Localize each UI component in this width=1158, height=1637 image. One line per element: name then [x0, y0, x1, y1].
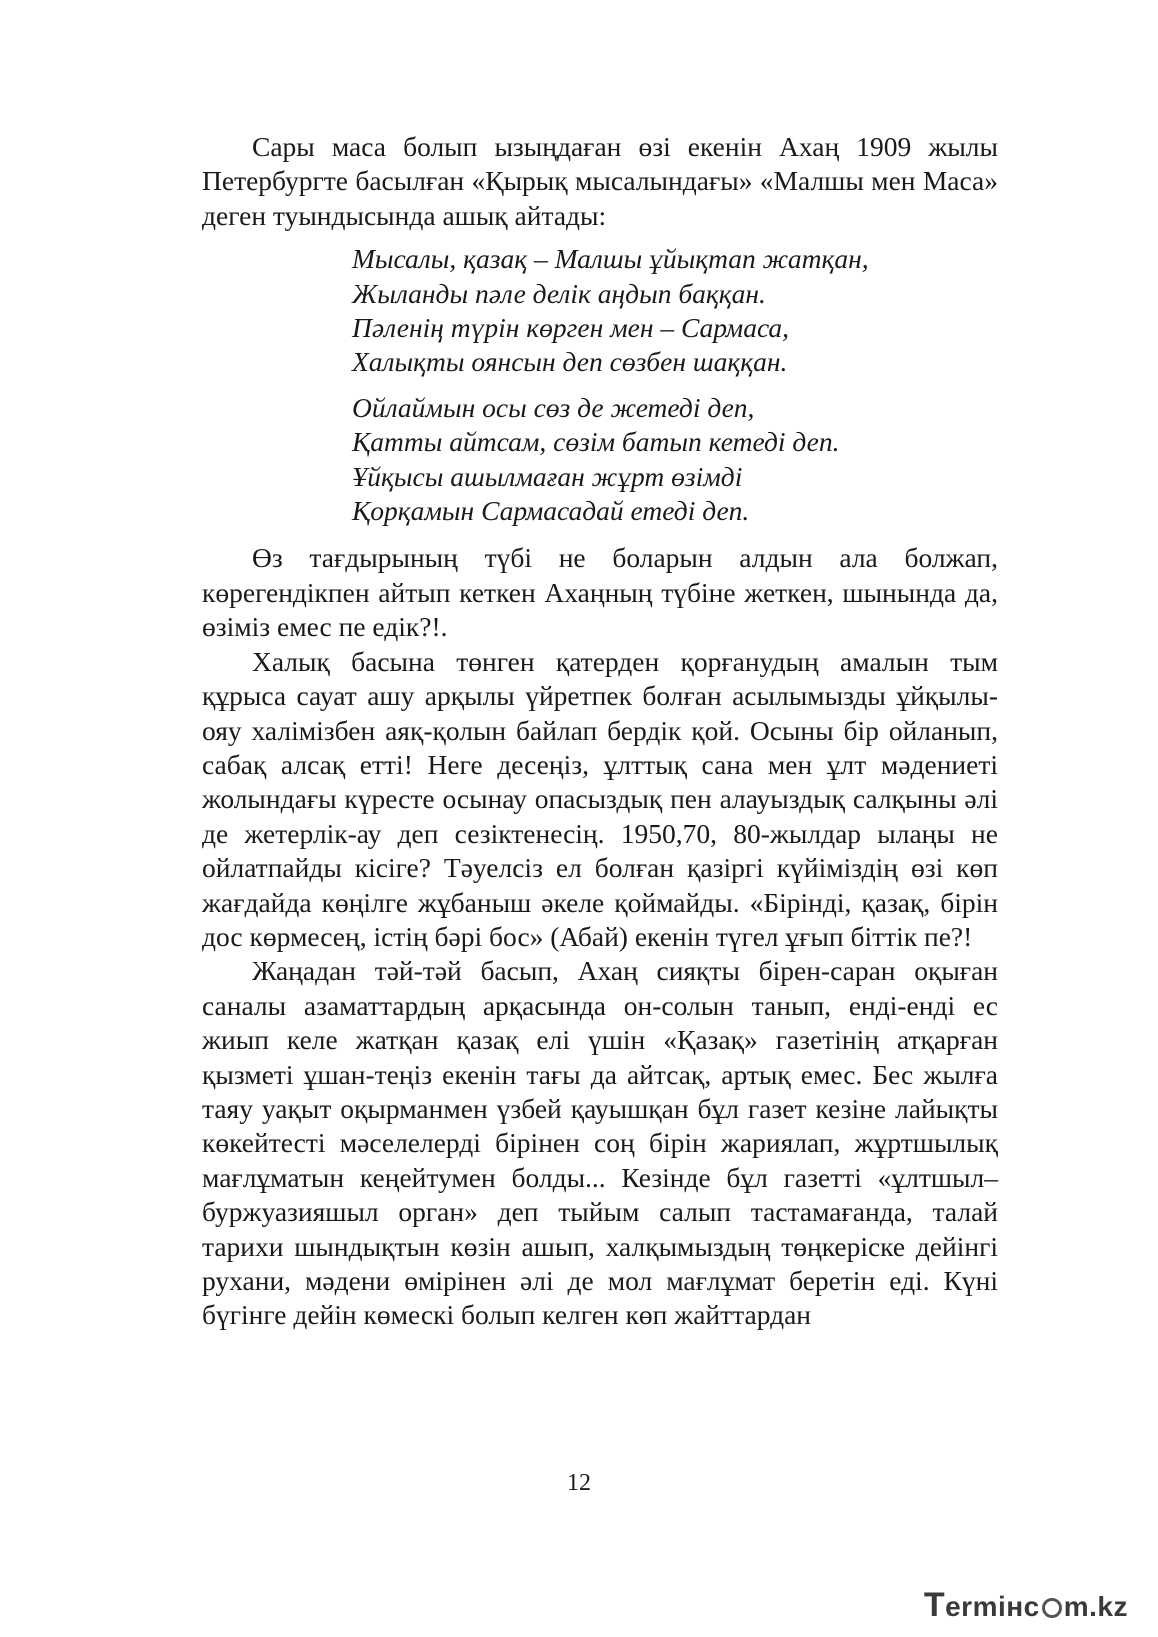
poem-line: Мысалы, қазақ – Малшы ұйықтап жатқан, [352, 243, 869, 275]
poem-line: Жыланды пәле делік аңдып баққан. [352, 277, 766, 309]
poem-line: Қорқамын Сармасадай етеді деп. [352, 495, 750, 527]
poem-line: Ұйқысы ашылмаған жұрт өзімді [352, 460, 743, 492]
page-content [202, 130, 998, 1333]
page-number: 12 [567, 1470, 591, 1496]
watermark-o-icon [1042, 1598, 1062, 1618]
poem-line: Халықты оянсын деп сөзбен шаққан. [352, 346, 788, 378]
poem-line: Ойлаймын осы сөз де жетеді деп, [352, 391, 755, 423]
paragraph: Өз тағдырының түбі не боларын алдын ала болжап, көрегендікпен айтып кеткен Ахаңның түбіне жеткен, шынында да, өзіміз емес пе едік?!. [202, 542, 998, 643]
watermark-initial: T [923, 1586, 946, 1624]
poem-line: Қатты айтсам, сөзім батып кетеді деп. [352, 426, 840, 458]
poem-line: Пәленің түрін көрген мен – Сармаса, [352, 312, 790, 344]
site-watermark-logo [924, 1586, 1128, 1625]
poem-stanza-1 [352, 242, 998, 380]
body-text [202, 541, 998, 1332]
paragraph: Жаңадан тәй-тәй басып, Ахаң сияқты бірен-саран оқыған саналы азаматтардың арқасында он-солын танып, енді-енді ес жиып келе жатқан қазақ елі үшін «Қазақ» газетінің атқарған қызметі ұшан-теңіз екенін тағы да айтсақ, артық емес. Бес жылға таяу уақыт оқырманмен үзбей қауышқан бұл газет кезіне лайықты көкейтесті мәселелерді бірінен соң бірін жариялап, жұртшылық мағлұматын кеңейтумен болды... Кезінде бұл газетті «ұлтшыл–буржуазияшыл орган» деп тыйым салып тастамағанда, талай тарихи шындықтын көзін ашып, халқымыздың төңкеріске дейінгі рухани, мәдени өмірінен әлі де мол мағлұмат беретін еді. Күні бүгінге дейін көмескі болып келген көп жайттардан [202, 955, 998, 1331]
paragraph: Халық басына төнген қатерден қорғанудың амалын тым құрыса сауат ашу арқылы үйретпек болған асылымызды ұйқылы-ояу халімізбен аяқ-қолын байлап бердік қой. Осыны бір ойланып, сабақ алсақ етті! Неге десеңіз, ұлттық сана мен ұлт мәдениеті жолындағы күресте осынау опасыздық пен алауыздық салқыны әлі де жетерлік-ау деп сезіктенесің. 1950,70, 80-жылдар ылаңы не ойлатпайды кісіге? Тәуелсіз ел болған қазіргі күйіміздің өзі көп жағдайда көңілге жұбаныш әкеле қоймайды. «Бірінді, қазақ, бірін дос көрмесең, істің бәрі бос» (Абай) екенін түгел ұғып біттік пе?! [202, 645, 998, 952]
paragraph-intro: Сары маса болып ызыңдаған өзі екенін Ахаң 1909 жылы Петербургте басылған «Қырық мысалындағы» «Малшы мен Маса» деген туындысында ашық айтады: [202, 131, 998, 231]
poem-stanza-2 [352, 391, 998, 529]
watermark-text-part1: ermінc [945, 1591, 1040, 1622]
watermark-text-part2: m.kz [1063, 1591, 1128, 1622]
poem-quote [352, 242, 998, 528]
